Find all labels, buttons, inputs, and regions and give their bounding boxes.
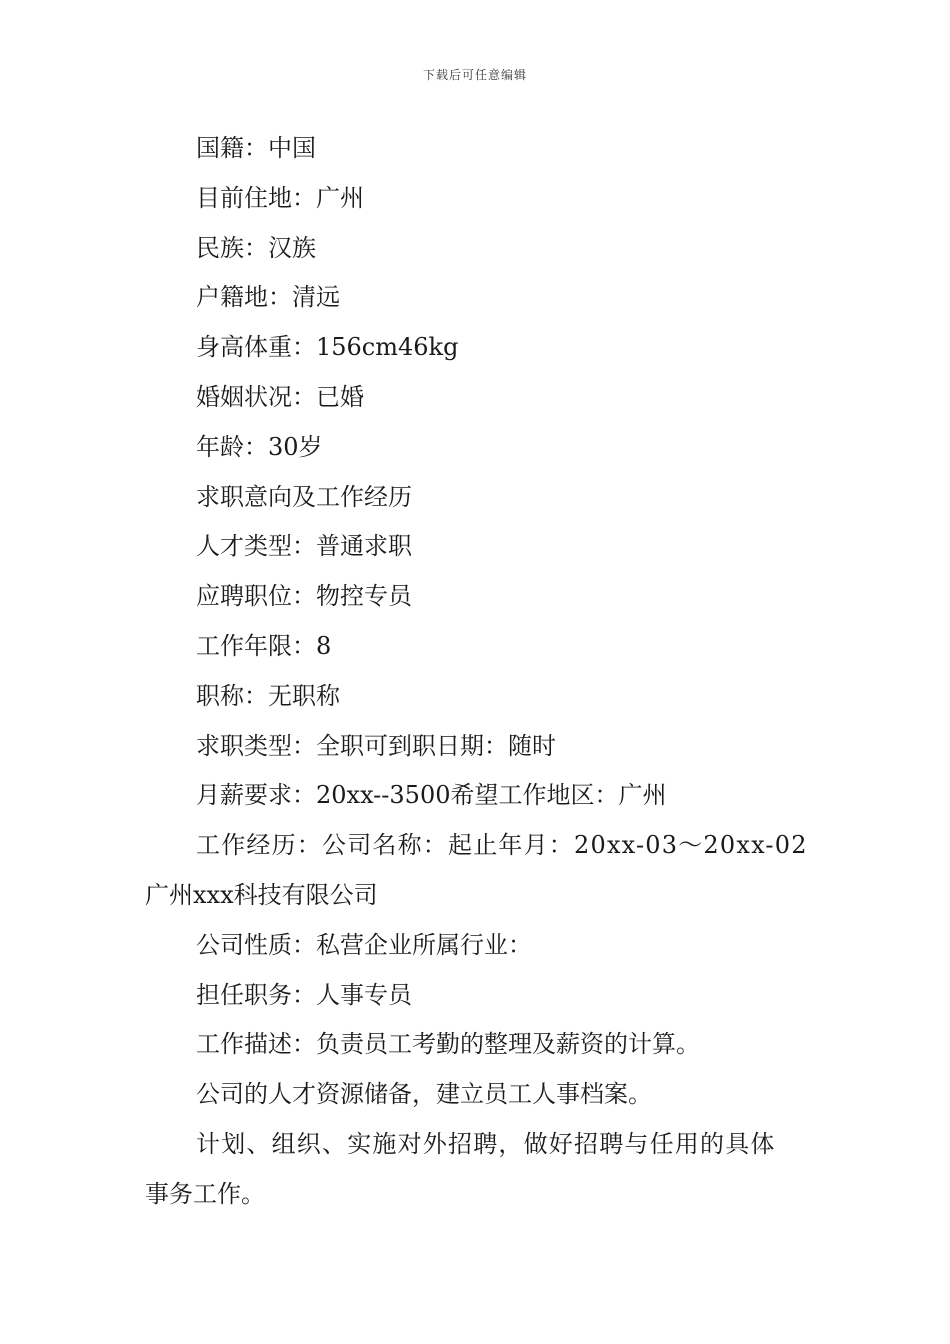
text-line-talent-type: 人才类型：普通求职 [196, 532, 412, 561]
document-body [145, 124, 810, 1220]
text-line-position-held: 担任职务：人事专员 [196, 980, 412, 1009]
text-line-work-history: 工作经历：公司名称：起止年月：20xx-03～20xx-02 [196, 831, 808, 860]
text-line-company-nature: 公司性质：私营企业所属行业： [196, 930, 532, 959]
text-line-company-name: 广州xxx科技有限公司 [145, 880, 378, 909]
text-line-nationality: 国籍：中国 [196, 134, 316, 162]
page-header-note: 下载后可任意编辑 [422, 68, 527, 82]
text-line-residence: 目前住地：广州 [196, 183, 364, 212]
text-line-salary-location: 月薪要求：20xx--3500希望工作地区：广州 [196, 781, 667, 810]
text-line-recruitment-plan: 计划、组织、实施对外招聘，做好招聘与任用的具体 [196, 1129, 776, 1158]
text-line-applied-position: 应聘职位：物控专员 [196, 582, 412, 611]
text-line-recruitment-plan-cont: 事务工作。 [145, 1179, 265, 1208]
text-line-talent-reserve: 公司的人才资源储备，建立员工人事档案。 [196, 1080, 652, 1109]
text-line-job-title: 职称：无职称 [196, 681, 340, 710]
text-line-ethnicity: 民族：汉族 [196, 233, 316, 262]
text-line-household-registration: 户籍地：清远 [196, 283, 340, 312]
text-line-job-type: 求职类型：全职可到职日期：随时 [196, 731, 556, 760]
text-line-age: 年龄：30岁 [196, 432, 323, 461]
text-line-job-description: 工作描述：负责员工考勤的整理及薪资的计算。 [196, 1030, 700, 1059]
text-line-height-weight: 身高体重：156cm46kg [196, 333, 459, 362]
text-line-marital-status: 婚姻状况：已婚 [196, 382, 364, 411]
section-heading-job-intent: 求职意向及工作经历 [196, 482, 412, 511]
text-line-years-of-work: 工作年限：8 [196, 631, 332, 660]
